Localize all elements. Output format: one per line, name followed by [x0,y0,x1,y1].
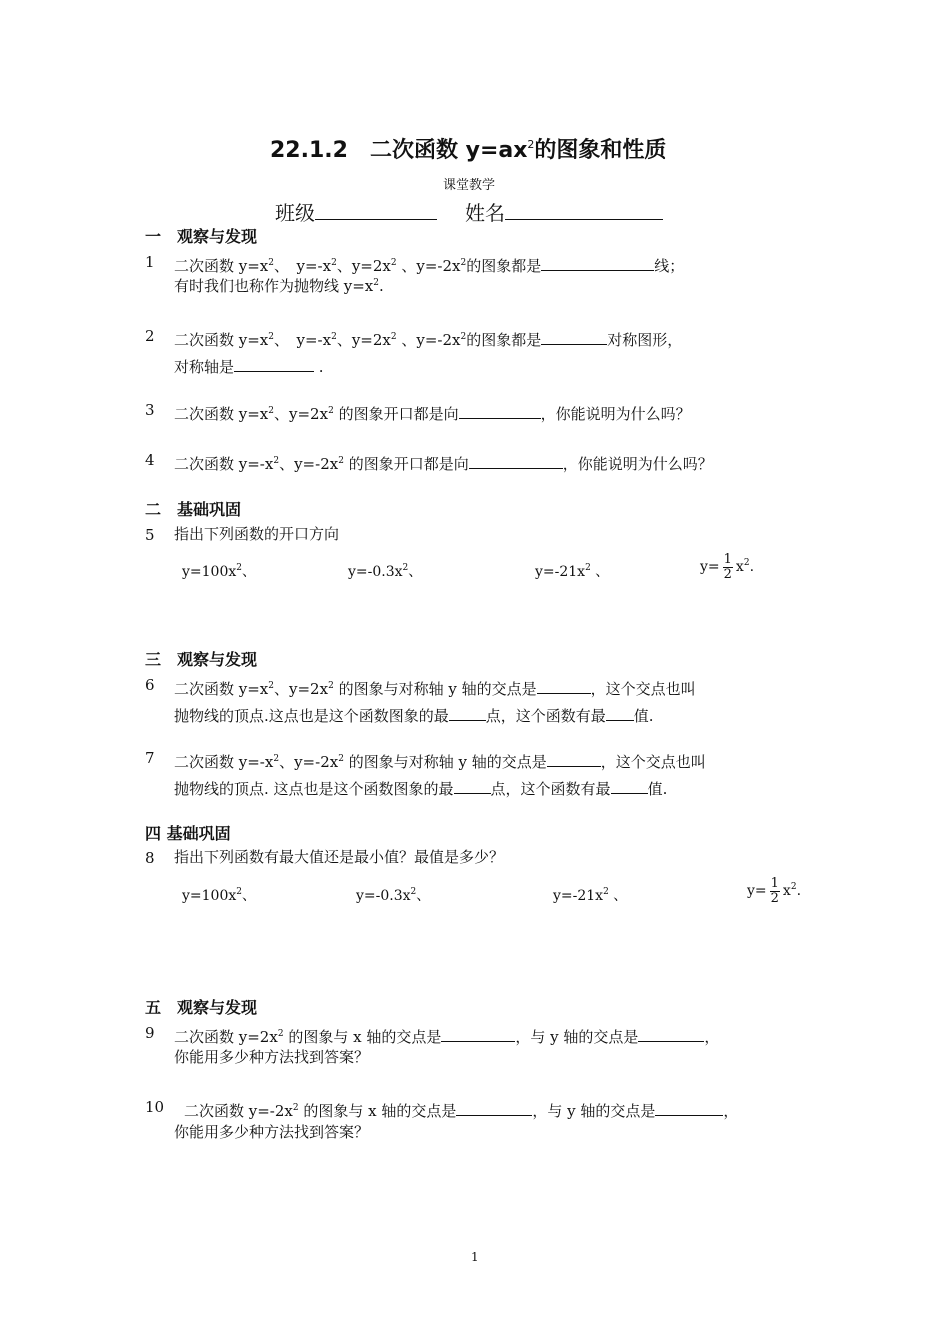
question-3 [174,402,691,422]
text-segment: ， [704,1028,720,1046]
exponent-2: 2 [277,1029,284,1039]
text-segment: 二次函数 y=2x [174,1028,278,1046]
text-segment: 、y=-2x [396,331,461,349]
text-segment: 二次函数 y=-x [174,455,274,473]
text-segment: 的图象与 x 轴的交点是 [298,1102,457,1120]
text-segment: 、y=2x [336,257,391,275]
text-segment: x [735,559,744,576]
text-segment: y= [747,883,767,900]
section-heading-3: 三 观察与发现 [145,650,258,669]
answer-blank[interactable] [537,677,591,694]
exponent-2: 2 [338,456,344,466]
question-7-line-2 [174,777,667,797]
text-segment: 、y=-2x [396,257,461,275]
page-number: 1 [471,1250,479,1264]
question-10-line-1 [184,1099,738,1119]
exponent-2: 2 [273,456,280,466]
answer-blank[interactable] [611,777,648,794]
function-item [348,564,422,579]
text-segment: ，这个交点也叫 [590,680,696,698]
function-item [182,564,256,579]
text-segment: 、y=2x [274,405,329,423]
text-segment: y=-0.3x [348,564,403,580]
class-field [275,201,437,223]
question-number: 2 [145,327,155,345]
answer-blank[interactable] [638,1025,704,1042]
question-1-line-2 [174,279,384,294]
text-segment: 2 [770,890,779,906]
question-7-line-1 [174,750,706,770]
text-segment: 抛物线的顶点.这点也是这个函数图象的最 [174,707,449,725]
question-2-line-2 [174,355,324,375]
text-segment: 、y=-2x [279,753,339,771]
section-heading-2: 二 基础巩固 [145,500,242,519]
text-segment: ，这个交点也叫 [600,753,706,771]
answer-blank[interactable] [547,750,601,767]
text-segment: y=100x [182,888,237,904]
text-segment: 的图象都是 [466,257,542,275]
text-segment: 、 [416,888,431,904]
answer-blank[interactable] [655,1099,723,1116]
exponent-2: 2 [328,406,334,416]
function-item [182,888,256,903]
text-segment: 对称轴是 [174,358,235,376]
text-segment: 点，这个函数有最 [490,780,611,798]
text-segment: 、y=-2x [279,455,339,473]
text-segment: 、 [242,888,256,904]
text-segment: ，与 y 轴的交点是 [515,1028,639,1046]
text-segment: 、y=2x [336,331,391,349]
question-number: 9 [145,1024,155,1042]
text-segment: 、y=2x [274,680,329,698]
function-item-fraction [700,553,754,581]
title-tail: 的图象和性质 [534,138,667,163]
text-segment: ，你能说明为什么吗？ [562,455,713,473]
question-number: 3 [145,401,155,419]
answer-blank[interactable] [449,704,486,721]
text-segment: 的图象开口都是向 [343,455,469,473]
answer-blank[interactable] [459,402,541,419]
answer-blank[interactable] [456,1099,532,1116]
exponent-2: 2 [603,887,609,897]
exponent-2: 2 [273,754,280,764]
text-segment: 的图象开口都是向 [333,405,459,423]
text-segment: y=-21x [535,564,586,580]
question-10-line-2: 你能用多少种方法找到答案？ [174,1123,370,1141]
exponent-2: 2 [790,882,797,893]
text-segment: 、 [608,888,628,904]
exponent-2: 2 [328,681,334,691]
text-segment: 、 [590,564,610,580]
text-segment: 2 [723,566,732,582]
text-segment: 点，这个函数有最 [485,707,606,725]
question-number: 8 [145,849,155,867]
exponent-2: 2 [338,754,344,764]
text-segment: 1 [723,552,732,567]
text-segment: y= [700,559,720,576]
class-blank[interactable] [315,201,437,220]
exponent-2: 2 [268,332,275,342]
question-8: 指出下列函数有最大值还是最小值？最值是多少？ [174,848,505,866]
question-6-line-2 [174,704,654,724]
text-segment: ，你能说明为什么吗？ [540,405,691,423]
question-number: 1 [145,253,155,271]
text-segment: y=100x [182,564,237,580]
question-1-line-1 [174,254,684,274]
question-number: 10 [145,1098,165,1116]
exponent-2: 2 [390,332,397,342]
class-label: 班级 [275,201,315,225]
text-segment: 抛物线的顶点. 这点也是这个函数图象的最 [174,780,454,798]
exponent-2: 2 [585,563,591,573]
text-segment: 、 y=-x [274,257,332,275]
answer-blank[interactable] [606,704,634,721]
text-segment: ，与 y 轴的交点是 [532,1102,656,1120]
exponent-2: 2 [743,558,750,569]
question-9-line-2: 你能用多少种方法找到答案？ [174,1048,370,1066]
exponent-2: 2 [390,258,397,268]
text-segment: . [796,883,802,900]
exponent-2: 2 [460,332,467,342]
name-field [465,201,663,223]
text-segment: 、 [408,564,423,580]
answer-blank[interactable] [454,777,491,794]
answer-blank[interactable] [541,328,607,345]
function-item [535,564,609,579]
exponent-2: 2 [236,887,242,897]
question-6-line-1 [174,677,696,697]
exponent-2: 2 [460,258,467,268]
text-segment: 二次函数 y=x [174,331,269,349]
answer-blank[interactable] [441,1025,515,1042]
exponent-2: 2 [268,258,275,268]
question-5: 指出下列函数的开口方向 [174,525,340,543]
subtitle: 课堂教学 [443,178,496,193]
question-4 [174,452,713,472]
question-number: 4 [145,451,155,469]
exponent-2: 2 [402,563,409,573]
exponent-2: 2 [331,332,337,342]
text-segment: y=-21x [553,888,604,904]
text-segment: 有时我们也称作为抛物线 y=x [174,277,374,295]
text-segment: 二次函数 y=-2x [184,1102,293,1120]
text-segment: 的图象与对称轴 y 轴的交点是 [343,753,547,771]
text-segment: 、 y=-x [274,331,332,349]
text-segment: . [314,358,324,376]
text-segment: 二次函数 y=x [174,680,269,698]
answer-blank[interactable] [541,254,654,271]
question-9-line-1 [174,1025,719,1045]
section-heading-1: 一 观察与发现 [145,227,258,246]
text-segment: 二次函数 y=x [174,405,269,423]
answer-blank[interactable] [469,452,563,469]
text-segment: 的图象与对称轴 y 轴的交点是 [333,680,537,698]
title-superscript: 2 [527,138,535,151]
question-2-line-1 [174,328,682,348]
exponent-2: 2 [292,1103,299,1113]
text-segment: 的图象都是 [466,331,542,349]
question-number: 5 [145,526,155,544]
question-number: 6 [145,676,155,694]
name-label: 姓名 [465,201,505,225]
fraction [770,877,780,905]
exponent-2: 2 [410,887,417,897]
function-item-fraction [747,877,801,905]
exponent-2: 2 [373,278,380,288]
function-item [356,888,430,903]
function-item [553,888,627,903]
name-blank[interactable] [505,201,663,220]
section-heading-5: 五 观察与发现 [145,998,258,1017]
text-segment: 线； [654,257,685,275]
text-segment: x [782,883,791,900]
question-number: 7 [145,749,155,767]
text-segment: 值. [633,707,654,725]
text-segment: 对称图形， [607,331,683,349]
text-segment: 值. [647,780,668,798]
exponent-2: 2 [268,681,275,691]
text-segment: . [379,277,384,295]
text-segment: 二次函数 y=-x [174,753,274,771]
section-heading-4: 四 基础巩固 [145,824,231,843]
exponent-2: 2 [268,406,275,416]
text-segment: 、 [242,564,256,580]
exponent-2: 2 [331,258,337,268]
text-segment: . [749,559,755,576]
text-segment: ， [723,1102,739,1120]
answer-blank[interactable] [234,355,314,372]
text-segment: 的图象与 x 轴的交点是 [283,1028,442,1046]
exponent-2: 2 [236,563,242,573]
fraction [723,553,733,581]
text-segment: y=-0.3x [356,888,411,904]
text-segment: 1 [770,876,779,891]
text-segment: 二次函数 y=x [174,257,269,275]
title-main: 22.1.2 二次函数 y=ax [270,138,528,163]
page-title [270,139,666,162]
